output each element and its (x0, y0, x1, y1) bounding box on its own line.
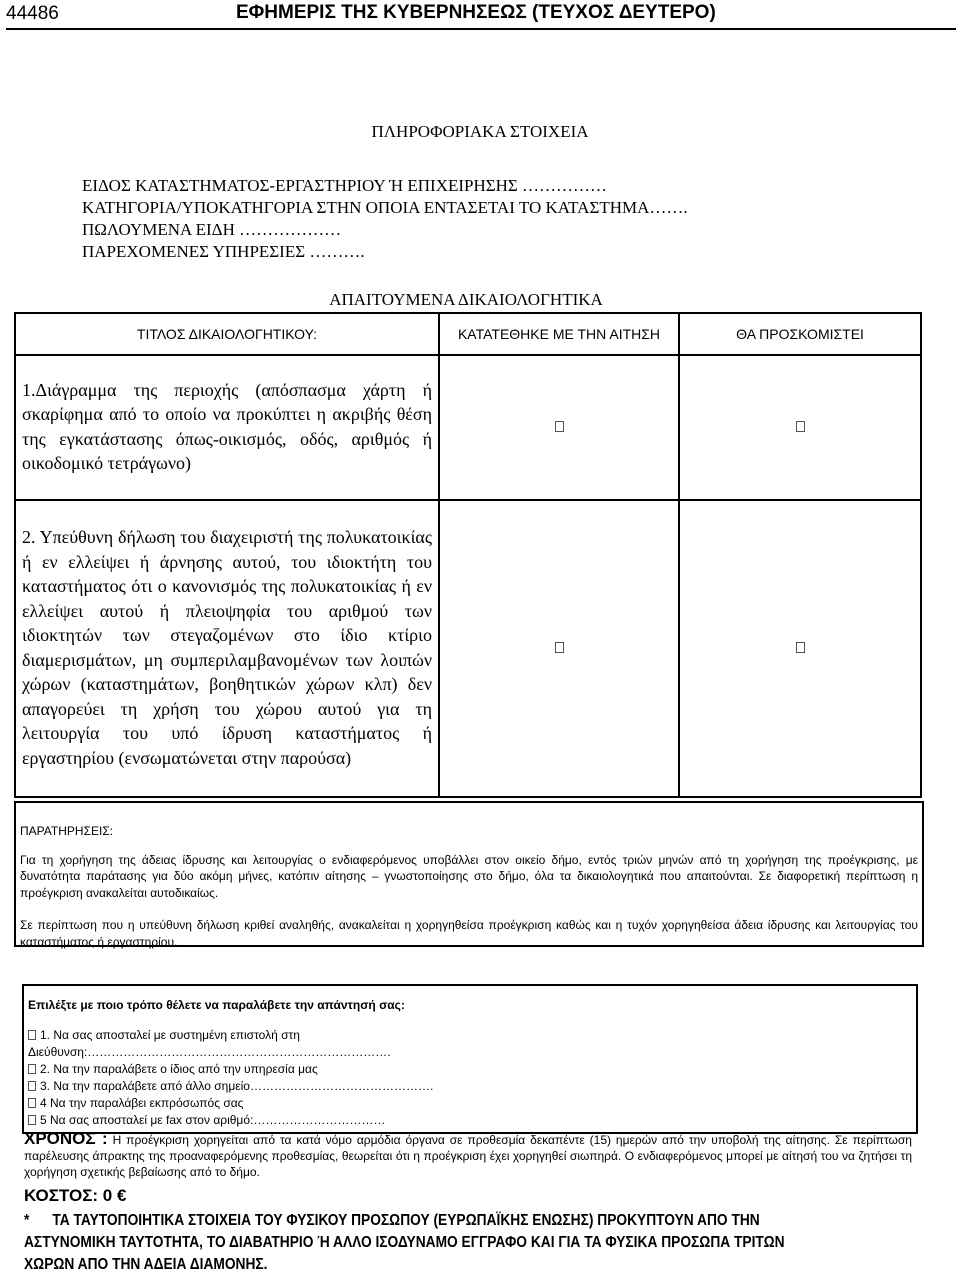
to-bring-cell (679, 500, 921, 797)
reply-option-3[interactable]: 3. Να την παραλάβετε από άλλο σημείο………………………………………. (28, 1078, 912, 1095)
time-section (24, 1131, 912, 1180)
table-header-row (15, 313, 921, 355)
remarks-paragraph-2: Σε περίπτωση που η υπεύθυνη δήλωση κριθεί αναληθής, ανακαλείται η χορηγηθείσα προέγκριση καθώς και η τυχόν χορηγηθείσα άδεια ίδρυσης και λειτουργίας του καταστήματος ή εργαστηρίου. (20, 918, 918, 949)
time-text: Η προέγκριση χορηγείται από τα κατά νόμο αρμόδια όργανα σε προθεσμία δεκαπέντε (15) ημερών από την υποβολή της αίτησης. Σε περίπτωση παρέλευσης άπρακτης της προαναφερόμενης προθεσμίας, θεωρείται ότι η προέγκριση έχει χορηγηθεί σιωπηρά. Ο ενδιαφερόμενος μπορεί με αίτησή του να ζητήσει τη χορήγηση σχετικής βεβαίωσης από το δήμο. (24, 1133, 912, 1179)
identity-note (24, 1210, 918, 1276)
column-header-title: ΤΙΤΛΟΣ ΔΙΚΑΙΟΛΟΓΗΤΙΚΟΥ: (15, 313, 439, 355)
checkbox-icon[interactable] (28, 1030, 36, 1040)
checkbox-icon[interactable] (555, 421, 564, 432)
info-section-title: ΠΛΗΡΟΦΟΡΙΑΚΑ ΣΤΟΙΧΕΙΑ (371, 122, 589, 141)
checkbox-icon[interactable] (28, 1098, 36, 1108)
column-header-to-bring: ΘΑ ΠΡΟΣΚΟΜΙΣΤΕΙ (679, 313, 921, 355)
gazette-header (6, 0, 956, 30)
reply-method-heading: Επιλέξτε με ποιο τρόπο θέλετε να παραλάβετε την απάντησή σας: (28, 998, 405, 1012)
address-field[interactable]: Διεύθυνση:…………………………………………………………………. (28, 1045, 391, 1059)
checkbox-icon[interactable] (28, 1064, 36, 1074)
page-number: 44486 (6, 3, 59, 24)
table-row (15, 500, 921, 797)
info-line-goods: ΠΩΛΟΥΜΕΝΑ ΕΙΔΗ ……………… (82, 220, 342, 239)
note-asterisk: * (24, 1212, 30, 1229)
reply-option-1[interactable]: 1. Να σας αποσταλεί με συστημένη επιστολή στη (28, 1027, 912, 1044)
submitted-cell (439, 500, 679, 797)
remarks-label: ΠΑΡΑΤΗΡΗΣΕΙΣ: (20, 824, 114, 838)
checkbox-icon[interactable] (796, 421, 805, 432)
info-line-services: ΠΑΡΕΧΟΜΕΝΕΣ ΥΠΗΡΕΣΙΕΣ ………. (82, 242, 365, 261)
cost-line: ΚΟΣΤΟΣ: 0 € (24, 1186, 127, 1205)
checkbox-icon[interactable] (796, 642, 805, 653)
checkbox-icon[interactable] (28, 1115, 36, 1125)
note-line-3: ΧΩΡΩΝ ΑΠΟ ΤΗΝ ΑΔΕΙΑ ΔΙΑΜΟΝΗΣ. (24, 1256, 268, 1273)
reply-option-4[interactable]: 4 Να την παραλάβει εκπρόσωπός σας (28, 1095, 912, 1112)
note-line-1: ΤΑ ΤΑΥΤΟΠΟΙΗΤΙΚΑ ΣΤΟΙΧΕΙΑ ΤΟΥ ΦΥΣΙΚΟΥ ΠΡΟΣΩΠΟΥ (ΕΥΡΩΠΑΪΚΗΣ ΕΝΩΣΗΣ) ΠΡΟΚΥΠΤΟΥΝ ΑΠΟ ΤΗΝ (52, 1212, 760, 1229)
info-line-category: ΚΑΤΗΓΟΡΙΑ/ΥΠΟΚΑΤΗΓΟΡΙΑ ΣΤΗΝ ΟΠΟΙΑ ΕΝΤΑΣΕΤΑΙ ΤΟ ΚΑΤΑΣΤΗΜΑ……. (82, 198, 688, 217)
to-bring-cell (679, 355, 921, 500)
reply-option-5[interactable]: 5 Να σας αποσταλεί με fax στον αριθμό:…………………………… (28, 1112, 912, 1129)
required-docs-table (14, 312, 922, 798)
doc-title-cell: 1.Διάγραμμα της περιοχής (απόσπασμα χάρτη ή σκαρίφημα από το οποίο να προκύπτει η ακριβής θέση της εγκατάστασης όπως-οικισμός, οδός, αριθμός ή οικοδομικό τετράγωνο) (15, 355, 439, 500)
table-row (15, 355, 921, 500)
doc-title-cell: 2. Υπεύθυνη δήλωση του διαχειριστή της πολυκατοικίας ή εν ελλείψει ή άρνησης αυτού, του ιδιοκτήτη του καταστήματος ότι ο κανονισμός της πολυκατοικίας ή εν ελλείψει αυτού ή πλειοψηφία του αριθμού των ιδιοκτητών των στεγαζομένων στο ίδιο κτίριο διαμερισμάτων, μη συμπεριλαμβανομένων των λοιπών χώρων (καταστημάτων, βοηθητικών χώρων κλπ) δεν απαγορεύει τη χρήση του χώρου αυτού για τη λειτουργία του υπό ίδρυση καταστήματος ή εργαστηρίου (ενσωματώνεται στην παρούσα) (15, 500, 439, 797)
info-lines (82, 175, 688, 263)
required-docs-title: ΑΠΑΙΤΟΥΜΕΝΑ ΔΙΚΑΙΟΛΟΓΗΤΙΚΑ (329, 290, 603, 309)
gazette-title: ΕΦΗΜΕΡΙΣ ΤΗΣ ΚΥΒΕΡΝΗΣΕΩΣ (ΤΕΥΧΟΣ ΔΕΥΤΕΡΟ) (236, 2, 716, 23)
time-label: ΧΡΟΝΟΣ : (24, 1129, 108, 1148)
checkbox-icon[interactable] (555, 642, 564, 653)
reply-method-box (22, 984, 918, 1134)
note-line-2: ΑΣΤΥΝΟΜΙΚΗ ΤΑΥΤΟΤΗΤΑ, ΤΟ ΔΙΑΒΑΤΗΡΙΟ Ή ΑΛΛΟ ΙΣΟΔΥΝΑΜΟ ΕΓΓΡΑΦΟ ΚΑΙ ΓΙΑ ΤΑ ΦΥΣΙΚΑ ΠΡΟΣΩΠΑ ΤΡΙΤΩΝ (24, 1234, 785, 1251)
reply-option-2[interactable]: 2. Να την παραλάβετε ο ίδιος από την υπηρεσία μας (28, 1061, 912, 1078)
checkbox-icon[interactable] (28, 1081, 36, 1091)
column-header-submitted: ΚΑΤΑΤΕΘΗΚΕ ΜΕ ΤΗΝ ΑΙΤΗΣΗ (439, 313, 679, 355)
remarks-box (14, 801, 924, 947)
submitted-cell (439, 355, 679, 500)
remarks-paragraph-1: Για τη χορήγηση της άδειας ίδρυσης και λειτουργίας ο ενδιαφερόμενος υποβάλλει στον οικείο δήμο, εντός τριών μηνών από τη χορήγηση της προέγκρισης, με δυνατότητα παράτασης για δύο ακόμη μήνες, κατόπιν αίτησης – γνωστοποίησης στο δήμο, όλα τα δικαιολογητικά που απαιτούνται. Σε διαφορετική περίπτωση η προέγκριση ανακαλείται αυτοδικαίως. (20, 852, 918, 900)
info-line-shop-type: ΕΙΔΟΣ ΚΑΤΑΣΤΗΜΑΤΟΣ-ΕΡΓΑΣΤΗΡΙΟΥ Ή ΕΠΙΧΕΙΡΗΣΗΣ …………… (82, 176, 608, 195)
